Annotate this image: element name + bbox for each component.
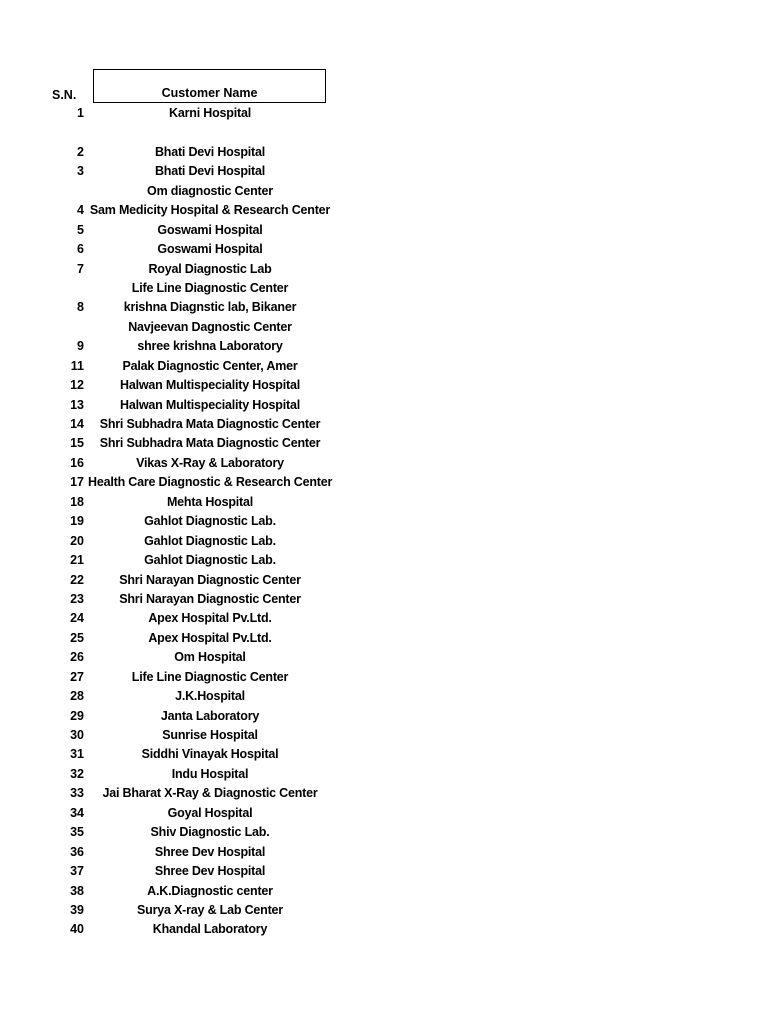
row-sn: 36 xyxy=(70,844,84,859)
row-sn: 23 xyxy=(70,591,84,606)
row-sn: 22 xyxy=(70,572,84,587)
table-row xyxy=(0,279,768,298)
row-customer-name: Khandal Laboratory xyxy=(152,922,268,937)
row-customer-name: A.K.Diagnostic center xyxy=(147,883,273,898)
row-customer-name: Sunrise Hospital xyxy=(162,728,258,742)
row-sn: 20 xyxy=(70,533,84,548)
row-customer-name: Om diagnostic Center xyxy=(147,183,273,198)
row-sn: 16 xyxy=(70,455,84,470)
row-customer-name: Palak Diagnostic Center, Amer xyxy=(122,358,298,373)
row-sn: 38 xyxy=(70,883,84,898)
customer-name-header-label: Customer Name xyxy=(161,86,258,100)
row-customer-name: Indu Hospital xyxy=(171,766,249,781)
table-row xyxy=(0,920,768,939)
table-row xyxy=(0,298,768,317)
sn-column-header: S.N. xyxy=(52,88,77,102)
table-row xyxy=(0,590,768,609)
table-row xyxy=(0,882,768,901)
row-customer-name: shree krishna Laboratory xyxy=(137,339,283,354)
row-sn: 6 xyxy=(77,242,84,257)
row-sn: 14 xyxy=(70,417,84,431)
row-sn: 40 xyxy=(70,922,84,937)
table-row xyxy=(0,143,768,162)
table-row xyxy=(0,784,768,803)
row-customer-name: Mehta Hospital xyxy=(166,494,254,509)
table-row xyxy=(0,123,768,142)
row-sn: 11 xyxy=(70,358,84,373)
table-row xyxy=(0,629,768,648)
table-row xyxy=(0,376,768,395)
table-row xyxy=(0,473,768,492)
row-customer-name: Gahlot Diagnostic Lab. xyxy=(144,553,276,568)
table-row xyxy=(0,396,768,415)
row-customer-name: Shiv Diagnostic Lab. xyxy=(150,825,270,840)
row-sn: 27 xyxy=(70,669,84,684)
row-customer-name: Shree Dev Hospital xyxy=(154,844,266,859)
table-row xyxy=(0,551,768,570)
row-customer-name: Janta Laboratory xyxy=(160,708,260,723)
row-sn: 2 xyxy=(77,144,84,159)
row-customer-name: Shri Subhadra Mata Diagnostic Center xyxy=(99,436,321,451)
row-customer-name: Royal Diagnostic Lab xyxy=(148,261,272,276)
row-sn: 9 xyxy=(77,339,84,354)
row-sn: 8 xyxy=(77,300,84,315)
row-customer-name: Shri Narayan Diagnostic Center xyxy=(119,591,301,606)
row-customer-name: krishna Diagnstic lab, Bikaner xyxy=(123,300,297,315)
table-row xyxy=(0,162,768,181)
row-sn: 30 xyxy=(70,728,84,742)
row-sn: 17 xyxy=(70,475,84,490)
table-row xyxy=(0,454,768,473)
row-customer-name: Apex Hospital Pv.Ltd. xyxy=(148,611,272,626)
row-sn: 39 xyxy=(70,902,84,917)
row-customer-name: Life Line Diagnostic Center xyxy=(131,669,289,684)
row-customer-name: Shri Narayan Diagnostic Center xyxy=(119,572,301,587)
row-sn: 28 xyxy=(70,689,84,704)
row-customer-name: Apex Hospital Pv.Ltd. xyxy=(148,630,272,645)
table-row xyxy=(0,707,768,726)
row-customer-name: Karni Hospital xyxy=(169,106,251,120)
table-row xyxy=(0,182,768,201)
row-sn: 15 xyxy=(70,436,84,451)
row-sn: 29 xyxy=(70,708,84,723)
table-row xyxy=(0,434,768,453)
table-row xyxy=(0,823,768,842)
row-customer-name: Om Hospital xyxy=(174,650,246,665)
table-row xyxy=(0,765,768,784)
row-sn: 7 xyxy=(77,261,84,276)
table-row xyxy=(0,104,768,123)
row-customer-name: Vikas X-Ray & Laboratory xyxy=(136,455,284,470)
table-row xyxy=(0,843,768,862)
table-row xyxy=(0,512,768,531)
row-customer-name: Halwan Multispeciality Hospital xyxy=(120,397,300,412)
row-sn: 18 xyxy=(70,494,84,509)
row-sn: 35 xyxy=(70,825,84,840)
row-sn: 33 xyxy=(70,786,84,801)
row-customer-name: Navjeevan Dagnostic Center xyxy=(128,319,292,334)
row-customer-name: Life Line Diagnostic Center xyxy=(131,280,289,295)
table-row xyxy=(0,648,768,667)
table-row xyxy=(0,571,768,590)
row-customer-name: Goyal Hospital xyxy=(167,805,253,820)
row-customer-name: Surya X-ray & Lab Center xyxy=(137,902,283,917)
row-customer-name: Siddhi Vinayak Hospital xyxy=(141,747,279,762)
row-customer-name: Health Care Diagnostic & Research Center xyxy=(88,475,333,490)
row-sn: 19 xyxy=(70,514,84,529)
row-sn: 1 xyxy=(77,106,84,120)
row-sn: 21 xyxy=(70,553,84,568)
row-customer-name: Halwan Multispeciality Hospital xyxy=(120,378,300,393)
table-row xyxy=(0,493,768,512)
row-customer-name: Bhati Devi Hospital xyxy=(154,144,266,159)
row-customer-name: Bhati Devi Hospital xyxy=(154,164,266,179)
row-customer-name: Goswami Hospital xyxy=(157,242,263,257)
table-row xyxy=(0,726,768,745)
table-row xyxy=(0,862,768,881)
row-customer-name: Goswami Hospital xyxy=(157,222,263,237)
row-sn: 31 xyxy=(70,747,84,762)
row-customer-name: Jai Bharat X-Ray & Diagnostic Center xyxy=(102,786,318,801)
row-sn: 25 xyxy=(70,630,84,645)
row-sn: 12 xyxy=(70,378,84,393)
table-row xyxy=(0,357,768,376)
table-row xyxy=(0,318,768,337)
row-customer-name: Shri Subhadra Mata Diagnostic Center xyxy=(99,417,321,431)
row-sn: 32 xyxy=(70,766,84,781)
row-sn: 13 xyxy=(70,397,84,412)
row-sn: 37 xyxy=(70,864,84,879)
table-row xyxy=(0,221,768,240)
row-sn: 4 xyxy=(77,203,84,218)
row-customer-name: Shree Dev Hospital xyxy=(154,864,266,879)
row-customer-name: Gahlot Diagnostic Lab. xyxy=(144,533,276,548)
row-customer-name: Sam Medicity Hospital & Research Center xyxy=(89,203,331,218)
table-row xyxy=(0,337,768,356)
table-row xyxy=(0,687,768,706)
table-row xyxy=(0,240,768,259)
table-row xyxy=(0,532,768,551)
table-row xyxy=(0,415,768,434)
row-sn: 26 xyxy=(70,650,84,665)
row-sn: 5 xyxy=(77,222,84,237)
table-row xyxy=(0,668,768,687)
row-sn: 24 xyxy=(70,611,84,626)
row-sn: 34 xyxy=(70,805,84,820)
table-row xyxy=(0,804,768,823)
row-customer-name: J.K.Hospital xyxy=(175,689,245,704)
table-row xyxy=(0,260,768,279)
customer-list xyxy=(0,104,768,940)
table-row xyxy=(0,745,768,764)
table-row xyxy=(0,201,768,220)
table-row xyxy=(0,901,768,920)
customer-name-column-header xyxy=(93,69,326,103)
row-customer-name: Gahlot Diagnostic Lab. xyxy=(144,514,276,529)
row-sn: 3 xyxy=(77,164,84,179)
table-row xyxy=(0,609,768,628)
